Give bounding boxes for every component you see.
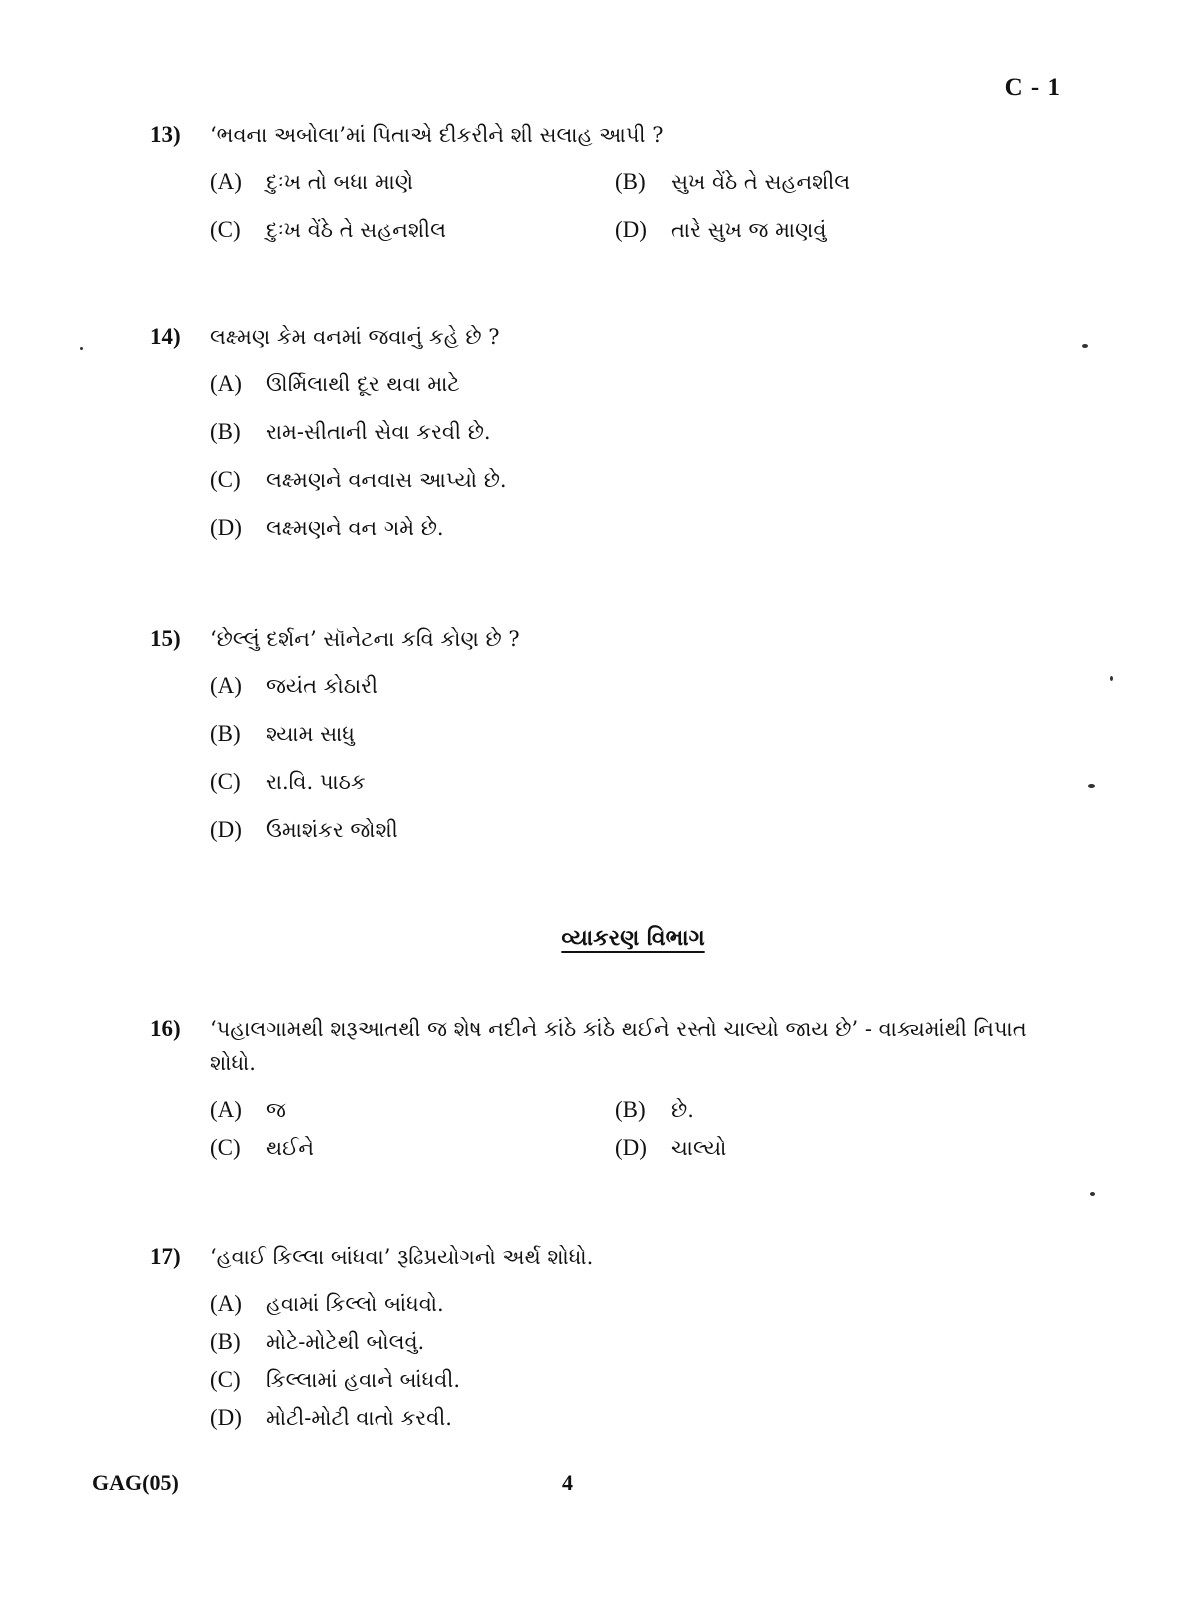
option-text: ઊર્મિલાથી દૂર થવા માટે (266, 372, 460, 396)
option-text: જ (266, 1098, 286, 1122)
option-text: થઈને (266, 1136, 314, 1160)
option-letter: (B) (615, 169, 646, 194)
option-d (210, 814, 1030, 846)
option-letter: (A) (210, 1097, 242, 1122)
option-d (615, 214, 1020, 246)
question-text: ‘છેલ્લું દર્શન’ સૉનેટના કવિ કોણ છે ? (210, 627, 520, 651)
option-letter: (B) (210, 419, 241, 444)
option-text: હવામાં કિલ્લો બાંધવો. (266, 1292, 444, 1316)
option-text: લક્ષ્મણને વનવાસ આપ્યો છે. (266, 468, 507, 492)
footer-paper-code: GAG(05) (92, 1470, 179, 1495)
option-a (210, 166, 615, 198)
option-d (210, 1402, 1030, 1434)
option-text: મોટે-મોટેથી બોલવું. (266, 1330, 425, 1354)
question-15 (150, 622, 1030, 862)
question-number: 17) (150, 1244, 181, 1269)
option-letter: (C) (210, 769, 241, 794)
question-16 (150, 1012, 1030, 1164)
option-text: ઉમાશંકર જોશી (266, 818, 398, 842)
question-text: ‘પહાલગામથી શરૂઆતથી જ શેષ નદીને કાંઠે કાંઠે થઈને રસ્તો ચાલ્યો જાય છે’ - વાક્યમાંથી નિપાત શોધો. (210, 1017, 1027, 1075)
option-letter: (B) (615, 1097, 646, 1122)
question-number: 13) (150, 122, 181, 147)
option-d (210, 512, 1030, 544)
scan-speck (80, 347, 83, 350)
question-14 (150, 320, 1030, 560)
option-letter: (D) (210, 1405, 242, 1430)
option-c (210, 766, 1030, 798)
option-b (210, 416, 1030, 448)
option-letter: (C) (210, 1135, 241, 1160)
option-text: જયંત કોઠારી (266, 674, 378, 698)
option-text: તારે સુખ જ માણવું (671, 218, 827, 242)
option-b (210, 718, 1030, 750)
option-text: ચાલ્યો (671, 1136, 727, 1160)
option-letter: (D) (615, 1135, 647, 1160)
option-letter: (D) (210, 817, 242, 842)
option-text: કિલ્લામાં હવાને બાંધવી. (266, 1368, 461, 1392)
option-c (210, 1132, 615, 1164)
page-number: 4 (562, 1470, 573, 1495)
option-c (210, 1364, 1030, 1396)
option-a (210, 1288, 1030, 1320)
option-letter: (A) (210, 371, 242, 396)
question-number: 16) (150, 1016, 181, 1041)
option-letter: (C) (210, 217, 241, 242)
option-d (615, 1132, 1020, 1164)
section-heading (0, 925, 1186, 951)
question-13 (150, 118, 1030, 246)
option-a (210, 1094, 615, 1126)
option-text: રામ-સીતાની સેવા કરવી છે. (266, 420, 491, 444)
option-text: સુખ વેંઠે તે સહનશીલ (671, 170, 851, 194)
question-number: 14) (150, 324, 181, 349)
option-b (615, 1094, 1020, 1126)
scan-speck (1082, 344, 1088, 348)
option-text: છે. (671, 1098, 694, 1122)
option-letter: (B) (210, 721, 241, 746)
option-letter: (A) (210, 169, 242, 194)
paper-set-code: C - 1 (1004, 74, 1061, 101)
scan-speck (1090, 1192, 1095, 1196)
option-c (210, 464, 1030, 496)
scan-speck (1110, 676, 1113, 681)
option-text: મોટી-મોટી વાતો કરવી. (266, 1406, 452, 1430)
option-b (210, 1326, 1030, 1358)
question-17 (150, 1240, 1030, 1440)
option-letter: (B) (210, 1329, 241, 1354)
option-letter: (D) (210, 515, 242, 540)
option-letter: (A) (210, 673, 242, 698)
option-text: શ્યામ સાધુ (266, 722, 355, 746)
option-text: લક્ષ્મણને વન ગમે છે. (266, 516, 444, 540)
option-letter: (C) (210, 1367, 241, 1392)
question-text: ‘ભવના અબોલા’માં પિતાએ દીકરીને શી સલાહ આપી ? (210, 123, 664, 147)
question-text: લક્ષ્મણ કેમ વનમાં જવાનું કહે છે ? (210, 325, 500, 349)
question-number: 15) (150, 626, 181, 651)
question-text: ‘હવાઈ કિલ્લા બાંધવા’ રૂઢિપ્રયોગનો અર્થ શોધો. (210, 1245, 594, 1269)
scan-speck (1088, 784, 1095, 788)
option-letter: (C) (210, 467, 241, 492)
option-text: દુઃખ વેંઠે તે સહનશીલ (266, 218, 446, 242)
section-heading-text: વ્યાકરણ વિભાગ (561, 925, 705, 951)
option-a (210, 670, 1030, 702)
option-c (210, 214, 615, 246)
option-text: દુઃખ તો બધા માણે (266, 170, 414, 194)
option-b (615, 166, 1020, 198)
option-letter: (D) (615, 217, 647, 242)
option-text: રા.વિ. પાઠક (266, 770, 366, 794)
option-a (210, 368, 1030, 400)
option-letter: (A) (210, 1291, 242, 1316)
